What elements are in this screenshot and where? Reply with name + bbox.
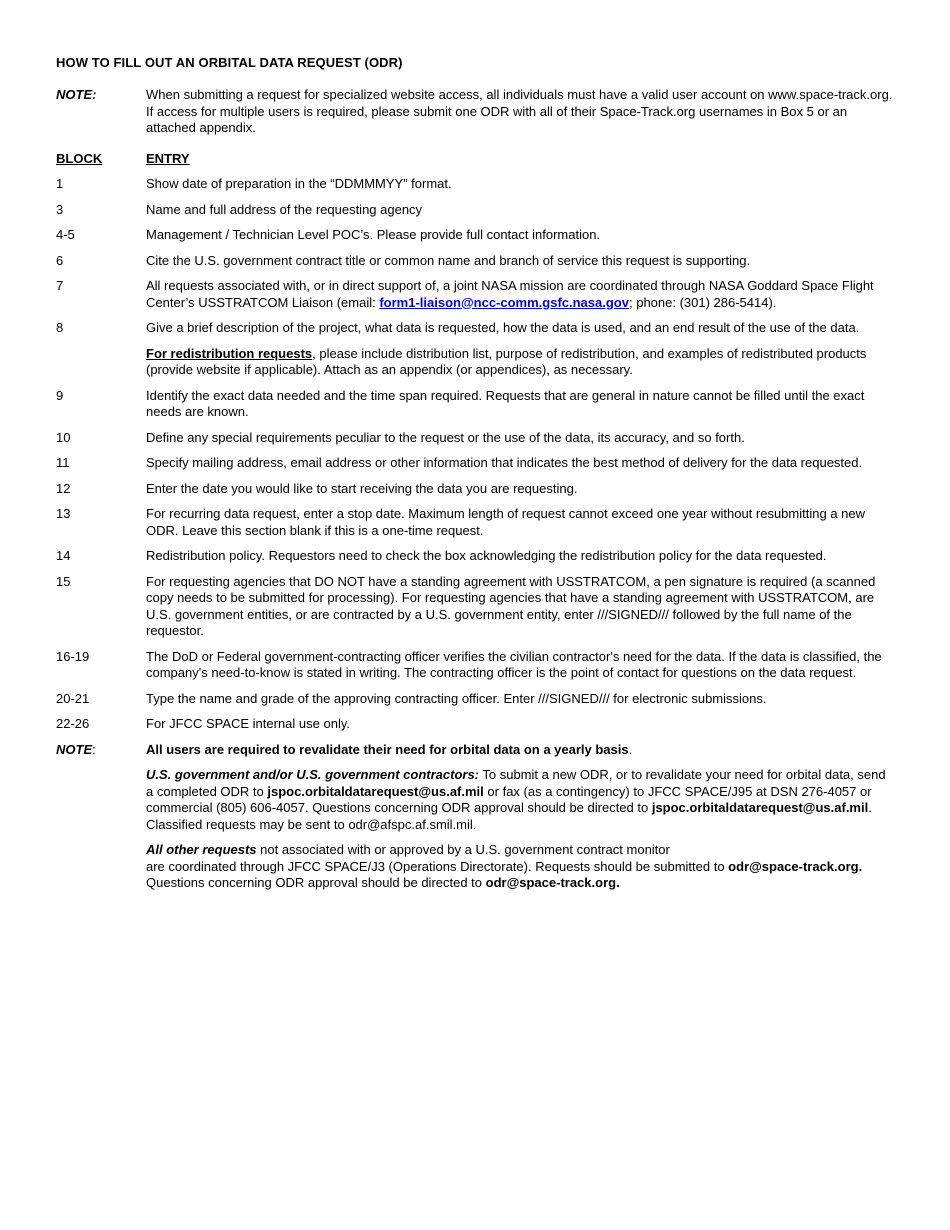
- entry-text: Enter the date you would like to start receiving the data you are requesting.: [146, 480, 578, 496]
- other-requests-paragraph: [146, 842, 896, 892]
- entry-row: [56, 388, 896, 421]
- entry-row: [56, 202, 896, 219]
- note-revalidate-row: [56, 742, 896, 759]
- entry-text: Cite the U.S. government contract title or common name and branch of service this request is supporting.: [146, 252, 751, 268]
- entry-text: Type the name and grade of the approving contracting officer. Enter ///SIGNED/// for electronic submissions.: [146, 690, 767, 706]
- entry-row: [56, 430, 896, 447]
- block-number: 16-19: [56, 648, 90, 664]
- note-revalidate-text: [146, 742, 896, 759]
- page-title: HOW TO FILL OUT AN ORBITAL DATA REQUEST (ODR): [56, 55, 403, 70]
- block-number: 22-26: [56, 716, 90, 731]
- block-number: 10: [56, 429, 71, 445]
- entry-text: Specify mailing address, email address or other information that indicates the best method of delivery for the data requested.: [146, 455, 863, 470]
- entries-list: [56, 176, 896, 901]
- block-number: 15: [56, 573, 71, 589]
- other-text: not associated with or approved by a U.S. government contract monitor: [256, 842, 670, 857]
- space-track-email[interactable]: odr@space-track.org.: [728, 858, 863, 874]
- redistribution-lead: For redistribution requests: [146, 345, 313, 361]
- entry-text: Redistribution policy. Requestors need to check the box acknowledging the redistribution policy for the data requested.: [146, 548, 827, 563]
- space-track-email[interactable]: odr@space-track.org.: [485, 875, 620, 890]
- entry-row: [56, 227, 896, 244]
- entry-row: [56, 455, 896, 472]
- revalidate-bold-text: All users are required to revalidate their need for orbital data on a yearly basis: [146, 741, 629, 757]
- entry-row: [56, 691, 896, 708]
- block-number: 9: [56, 387, 64, 403]
- entry-text: Define any special requirements peculiar to the request or the use of the data, its accuracy, and so forth.: [146, 429, 745, 445]
- gov-text: or fax (as a contingency) to JFCC SPACE/J95 at DSN 276-4057 or commercial (805) 606-4057. Questions concerning ODR approval should be directed to: [146, 783, 872, 815]
- note-label: [56, 742, 144, 759]
- block-number: 8: [56, 320, 64, 335]
- entry-row: [56, 506, 896, 539]
- revalidate-period: .: [628, 741, 633, 757]
- redistribution-paragraph: [146, 346, 896, 379]
- entry-row: [56, 320, 896, 337]
- block-number: 1: [56, 176, 64, 191]
- entry-row: [56, 716, 896, 733]
- other-text: Questions concerning ODR approval should be directed to: [146, 875, 486, 890]
- other-text: are coordinated through JFCC SPACE/J3 (Operations Directorate). Requests should be submitted to: [146, 858, 729, 874]
- odr-email[interactable]: jspoc.orbitaldatarequest@us.af.mil: [651, 800, 869, 815]
- other-lead: All other requests: [146, 842, 257, 857]
- entry-text: Management / Technician Level POC’s. Please provide full contact information.: [146, 227, 601, 242]
- odr-email[interactable]: jspoc.orbitaldatarequest@us.af.mil: [267, 783, 484, 799]
- gov-text: To submit a new ODR, or to revalidate your need for orbital data, send a completed ODR to: [146, 767, 886, 799]
- note-text: When submitting a request for specialized website access, all individuals must have a valid user account on www.space-track.org. If access for multiple users is required, please submit one ODR with all of their Space-Track.org usernames in Box 5 or an attached appendix.: [146, 87, 893, 135]
- block-number: 12: [56, 480, 71, 496]
- entry-header: ENTRY: [146, 151, 190, 166]
- note-label: NOTE:: [56, 87, 97, 102]
- entry-row: [56, 574, 896, 640]
- gov-lead: U.S. government and/or U.S. government contractors:: [146, 767, 479, 782]
- liaison-email-link[interactable]: form1-liaison@ncc-comm.gsfc.nasa.gov: [379, 294, 629, 310]
- entry-text: For requesting agencies that DO NOT have a standing agreement with USSTRATCOM, a pen signature is required (a scanned copy needs to be submitted for processing). For requesting agencies that have a standing agreement with USSTRATCOM, are U.S. government entities, or are contracted by a U.S. government entity, enter ///SIGNED/// followed by the full name of the requestor.: [146, 573, 876, 638]
- entry-text-part: ; phone: (301) 286-5414).: [628, 294, 777, 310]
- entry-text: The DoD or Federal government-contracting officer verifies the civilian contractor's need for the data. If the data is classified, the company's need-to-know is stated in writing. The contracting officer is the point of contact for questions on the data request.: [146, 648, 882, 680]
- entry-text-part: All requests associated with, or in direct support of, a joint NASA mission are coordinated through NASA Goddard Space Flight Center’s USSTRATCOM Liaison (email:: [146, 278, 874, 310]
- block-number: 4-5: [56, 227, 75, 242]
- gov-contractors-paragraph: [146, 767, 896, 833]
- entry-text: Give a brief description of the project, what data is requested, how the data is used, and an end result of the use of the data.: [146, 320, 860, 335]
- block-number: 3: [56, 201, 64, 217]
- redistribution-text: , please include distribution list, purpose of redistribution, and examples of redistributed products (provide website if applicable). Attach as an appendix (or appendices), as necessary.: [146, 345, 867, 377]
- block-number: 13: [56, 506, 71, 521]
- gov-text: . Classified requests may be sent to odr@afspc.af.smil.mil.: [146, 800, 872, 832]
- block-number: 14: [56, 548, 71, 563]
- entry-text: Name and full address of the requesting agency: [146, 201, 423, 217]
- entry-text: Identify the exact data needed and the time span required. Requests that are general in nature cannot be filled until the exact needs are known.: [146, 387, 865, 419]
- entry-text: Show date of preparation in the “DDMMMYY” format.: [146, 176, 452, 191]
- entry-row: [56, 278, 896, 311]
- block-number: 11: [56, 455, 70, 470]
- block-number: 6: [56, 252, 64, 268]
- entry-text: [146, 278, 896, 311]
- entry-row: [56, 649, 896, 682]
- entry-row: [56, 548, 896, 565]
- entry-text: For recurring data request, enter a stop date. Maximum length of request cannot exceed one year without resubmitting a new ODR. Leave this section blank if this is a one-time request.: [146, 506, 866, 538]
- column-headers: [56, 151, 896, 168]
- entry-text: For JFCC SPACE internal use only.: [146, 716, 350, 731]
- note-label-text: NOTE: [56, 741, 93, 757]
- note-label-colon: :: [92, 741, 96, 757]
- entry-row: [56, 481, 896, 498]
- note-block: [56, 87, 896, 137]
- entry-row: [56, 176, 896, 193]
- block-number: 7: [56, 278, 64, 293]
- block-number: 20-21: [56, 690, 90, 706]
- block-header: BLOCK: [56, 151, 103, 166]
- entry-row: [56, 253, 896, 270]
